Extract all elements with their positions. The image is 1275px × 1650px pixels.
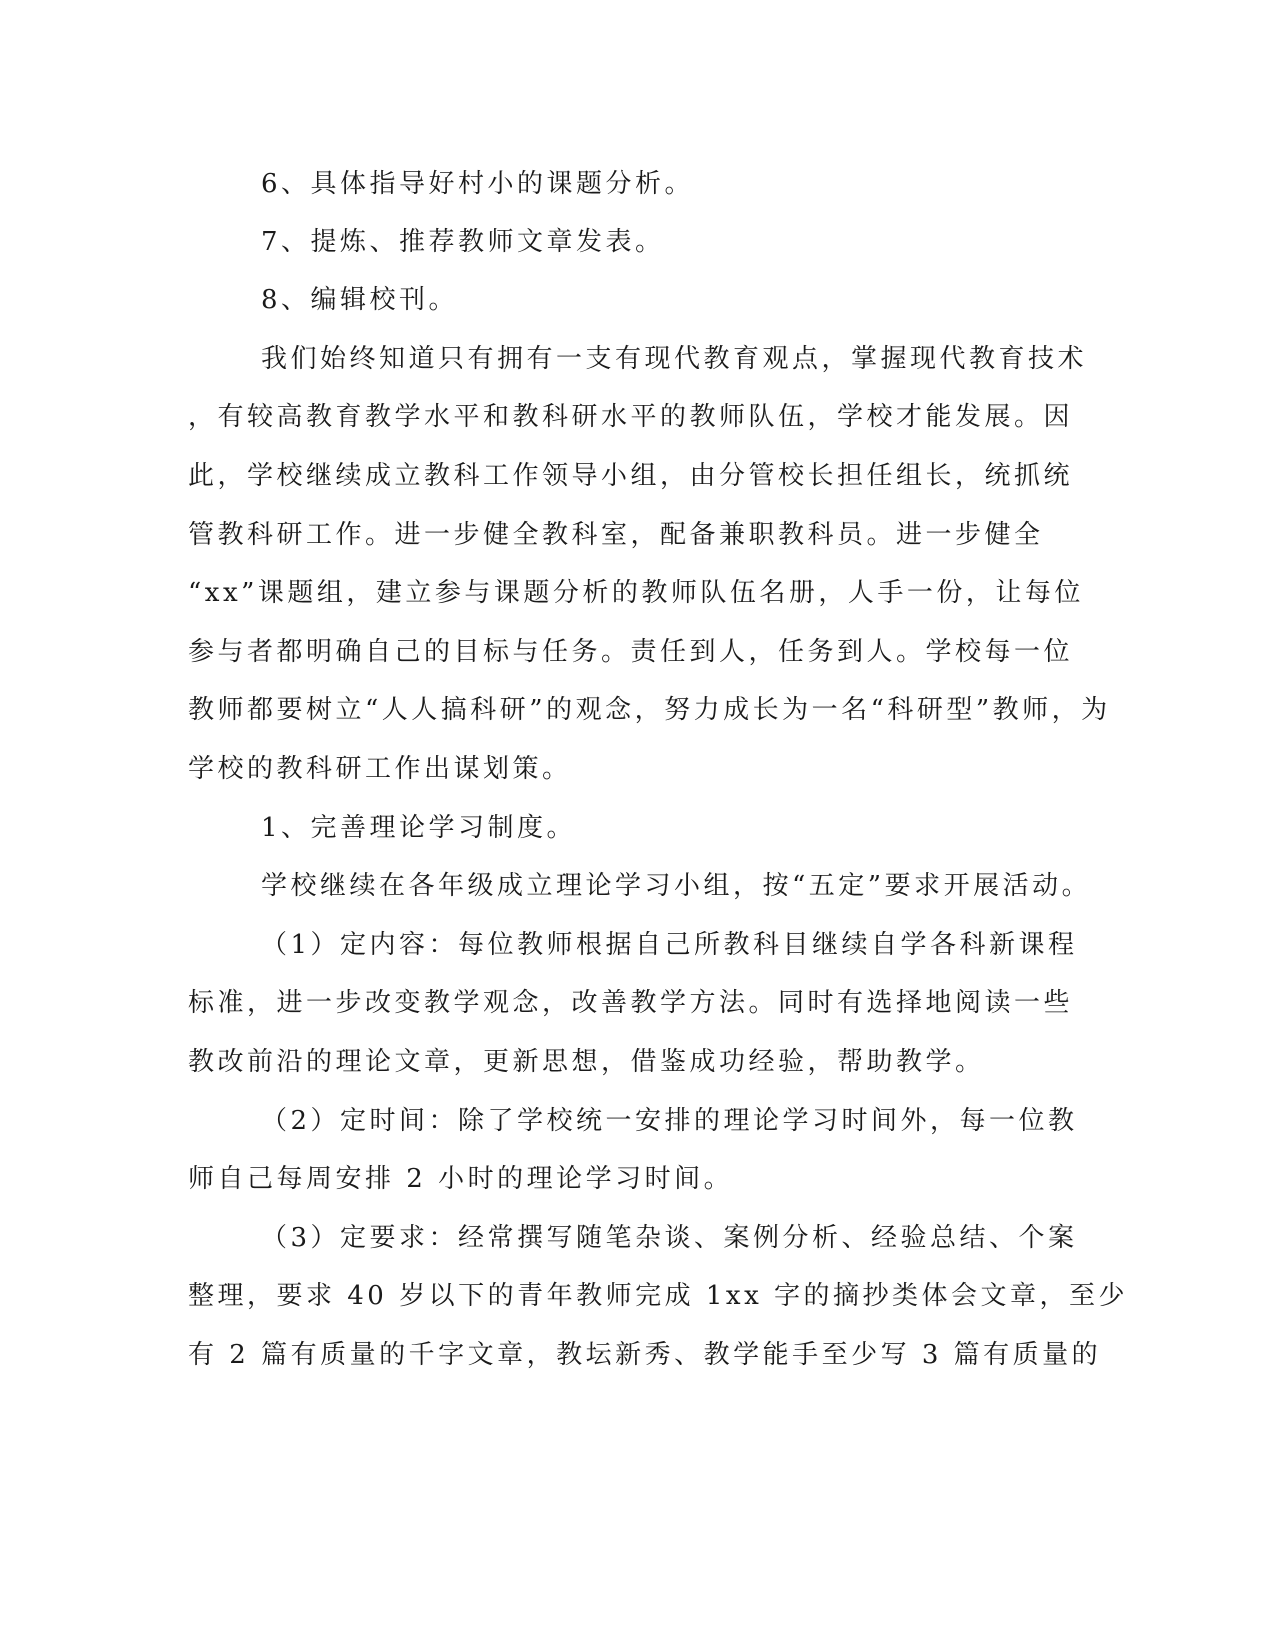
text-line: “xx”课题组，建立参与课题分析的教师队伍名册，人手一份，让每位 (188, 578, 1084, 608)
text-line: 整理，要求 40 岁以下的青年教师完成 1xx 字的摘抄类体会文章，至少 (188, 1281, 1129, 1311)
text-line: 管教科研工作。进一步健全教科室，配备兼职教科员。进一步健全 (188, 520, 1044, 550)
text-line: 有 2 篇有质量的千字文章，教坛新秀、教学能手至少写 3 篇有质量的 (188, 1340, 1102, 1370)
text-line: 此，学校继续成立教科工作领导小组，由分管校长担任组长，统抓统 (188, 461, 1074, 491)
text-line: 6、具体指导好村小的课题分析。 (261, 169, 695, 199)
text-line: 1、完善理论学习制度。 (261, 813, 577, 843)
text-line: 标准，进一步改变教学观念，改善教学方法。同时有选择地阅读一些 (188, 988, 1074, 1018)
text-line: （2）定时间：除了学校统一安排的理论学习时间外，每一位教 (261, 1106, 1078, 1136)
text-line: （3）定要求：经常撰写随笔杂谈、案例分析、经验总结、个案 (261, 1223, 1078, 1253)
text-line: 我们始终知道只有拥有一支有现代教育观点，掌握现代教育技术 (261, 344, 1088, 374)
text-line: 教师都要树立“人人搞科研”的观念，努力成长为一名“科研型”教师，为 (188, 695, 1111, 725)
text-line: （1）定内容：每位教师根据自己所教科目继续自学各科新课程 (261, 930, 1078, 960)
text-line: 师自己每周安排 2 小时的理论学习时间。 (188, 1164, 734, 1194)
text-line: 学校的教科研工作出谋划策。 (188, 754, 572, 784)
text-line: 7、提炼、推荐教师文章发表。 (261, 227, 665, 257)
text-line: 参与者都明确自己的目标与任务。责任到人，任务到人。学校每一位 (188, 637, 1074, 667)
text-line: 8、编辑校刊。 (261, 285, 459, 315)
text-line: 教改前沿的理论文章，更新思想，借鉴成功经验，帮助教学。 (188, 1047, 985, 1077)
text-line: 学校继续在各年级成立理论学习小组，按“五定”要求开展活动。 (261, 871, 1092, 901)
text-line: ，有较高教育教学水平和教科研水平的教师队伍，学校才能发展。因 (188, 402, 1074, 432)
